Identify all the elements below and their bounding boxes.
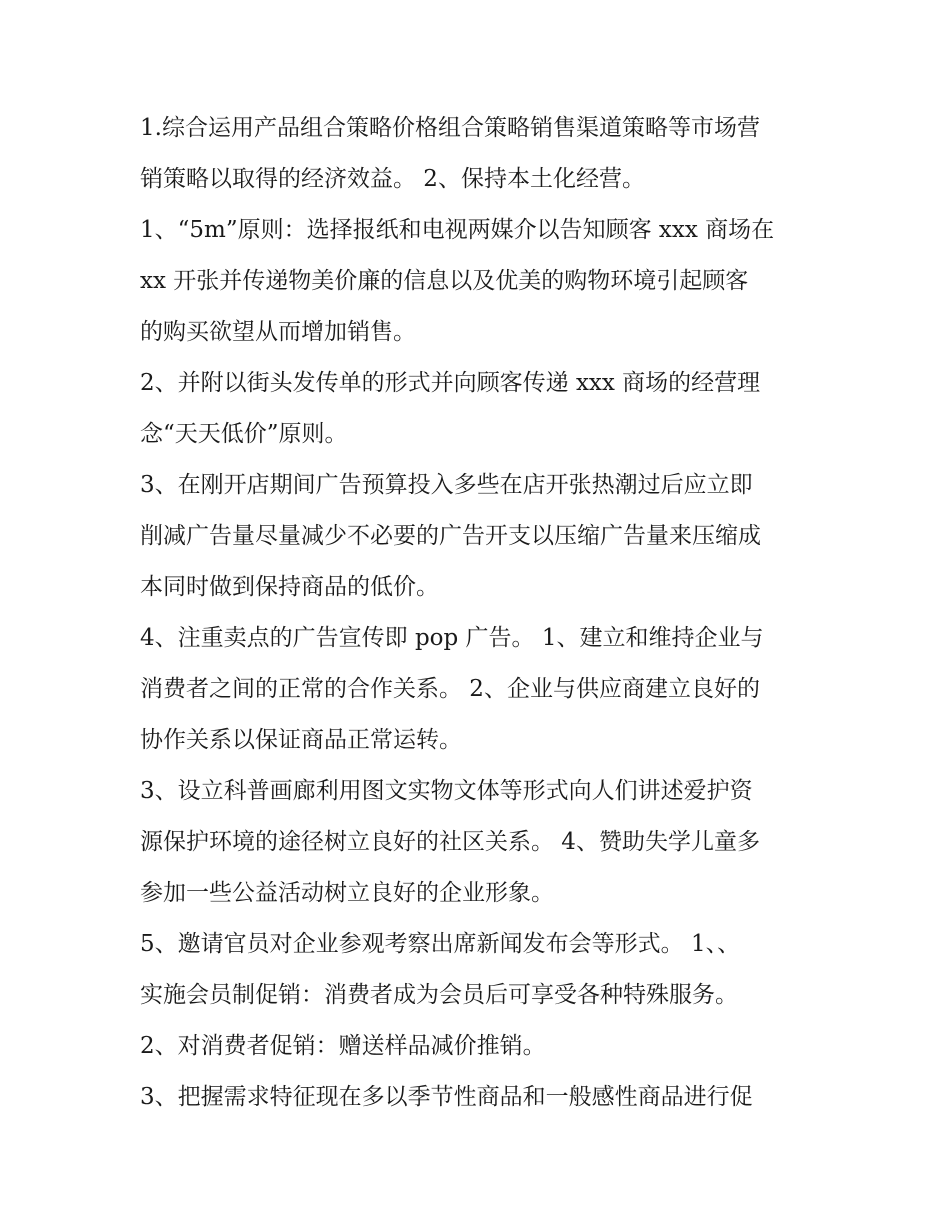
text-line: 实施会员制促销：消费者成为会员后可享受各种特殊服务。 bbox=[140, 982, 738, 1008]
document-body bbox=[140, 103, 830, 1123]
text-line: 协作关系以保证商品正常运转。 bbox=[140, 727, 462, 753]
text-line: 5、邀请官员对企业参观考察出席新闻发布会等形式。 1、、 bbox=[140, 931, 741, 957]
text-line: 销策略以取得的经济效益。 2、保持本土化经营。 bbox=[140, 166, 645, 192]
text-line: 2、并附以街头发传单的形式并向顾客传递 xxx 商场的经营理 bbox=[140, 370, 761, 396]
text-line: 3、设立科普画廊利用图文实物文体等形式向人们讲述爱护资 bbox=[140, 778, 753, 804]
text-line: 3、把握需求特征现在多以季节性商品和一般感性商品进行促 bbox=[140, 1084, 753, 1110]
text-line: 1、“5m”原则：选择报纸和电视两媒介以告知顾客 xxx 商场在 bbox=[140, 217, 775, 243]
text-line: xx 开张并传递物美价廉的信息以及优美的购物环境引起顾客 bbox=[140, 268, 749, 294]
text-line: 的购买欲望从而增加销售。 bbox=[140, 319, 416, 345]
text-line: 1.综合运用产品组合策略价格组合策略销售渠道策略等市场营 bbox=[140, 115, 760, 141]
text-line: 参加一些公益活动树立良好的企业形象。 bbox=[140, 880, 554, 906]
text-line: 源保护环境的途径树立良好的社区关系。 4、赞助失学儿童多 bbox=[140, 829, 760, 855]
text-line: 消费者之间的正常的合作关系。 2、企业与供应商建立良好的 bbox=[140, 676, 760, 702]
text-line: 削减广告量尽量减少不必要的广告开支以压缩广告量来压缩成 bbox=[140, 523, 761, 549]
text-line: 念“天天低价”原则。 bbox=[140, 421, 348, 447]
text-line: 本同时做到保持商品的低价。 bbox=[140, 574, 439, 600]
text-line: 4、注重卖点的广告宣传即 pop 广告。 1、建立和维持企业与 bbox=[140, 625, 764, 651]
text-line: 2、对消费者促销：赠送样品减价推销。 bbox=[140, 1033, 546, 1059]
text-line: 3、在刚开店期间广告预算投入多些在店开张热潮过后应立即 bbox=[140, 472, 753, 498]
